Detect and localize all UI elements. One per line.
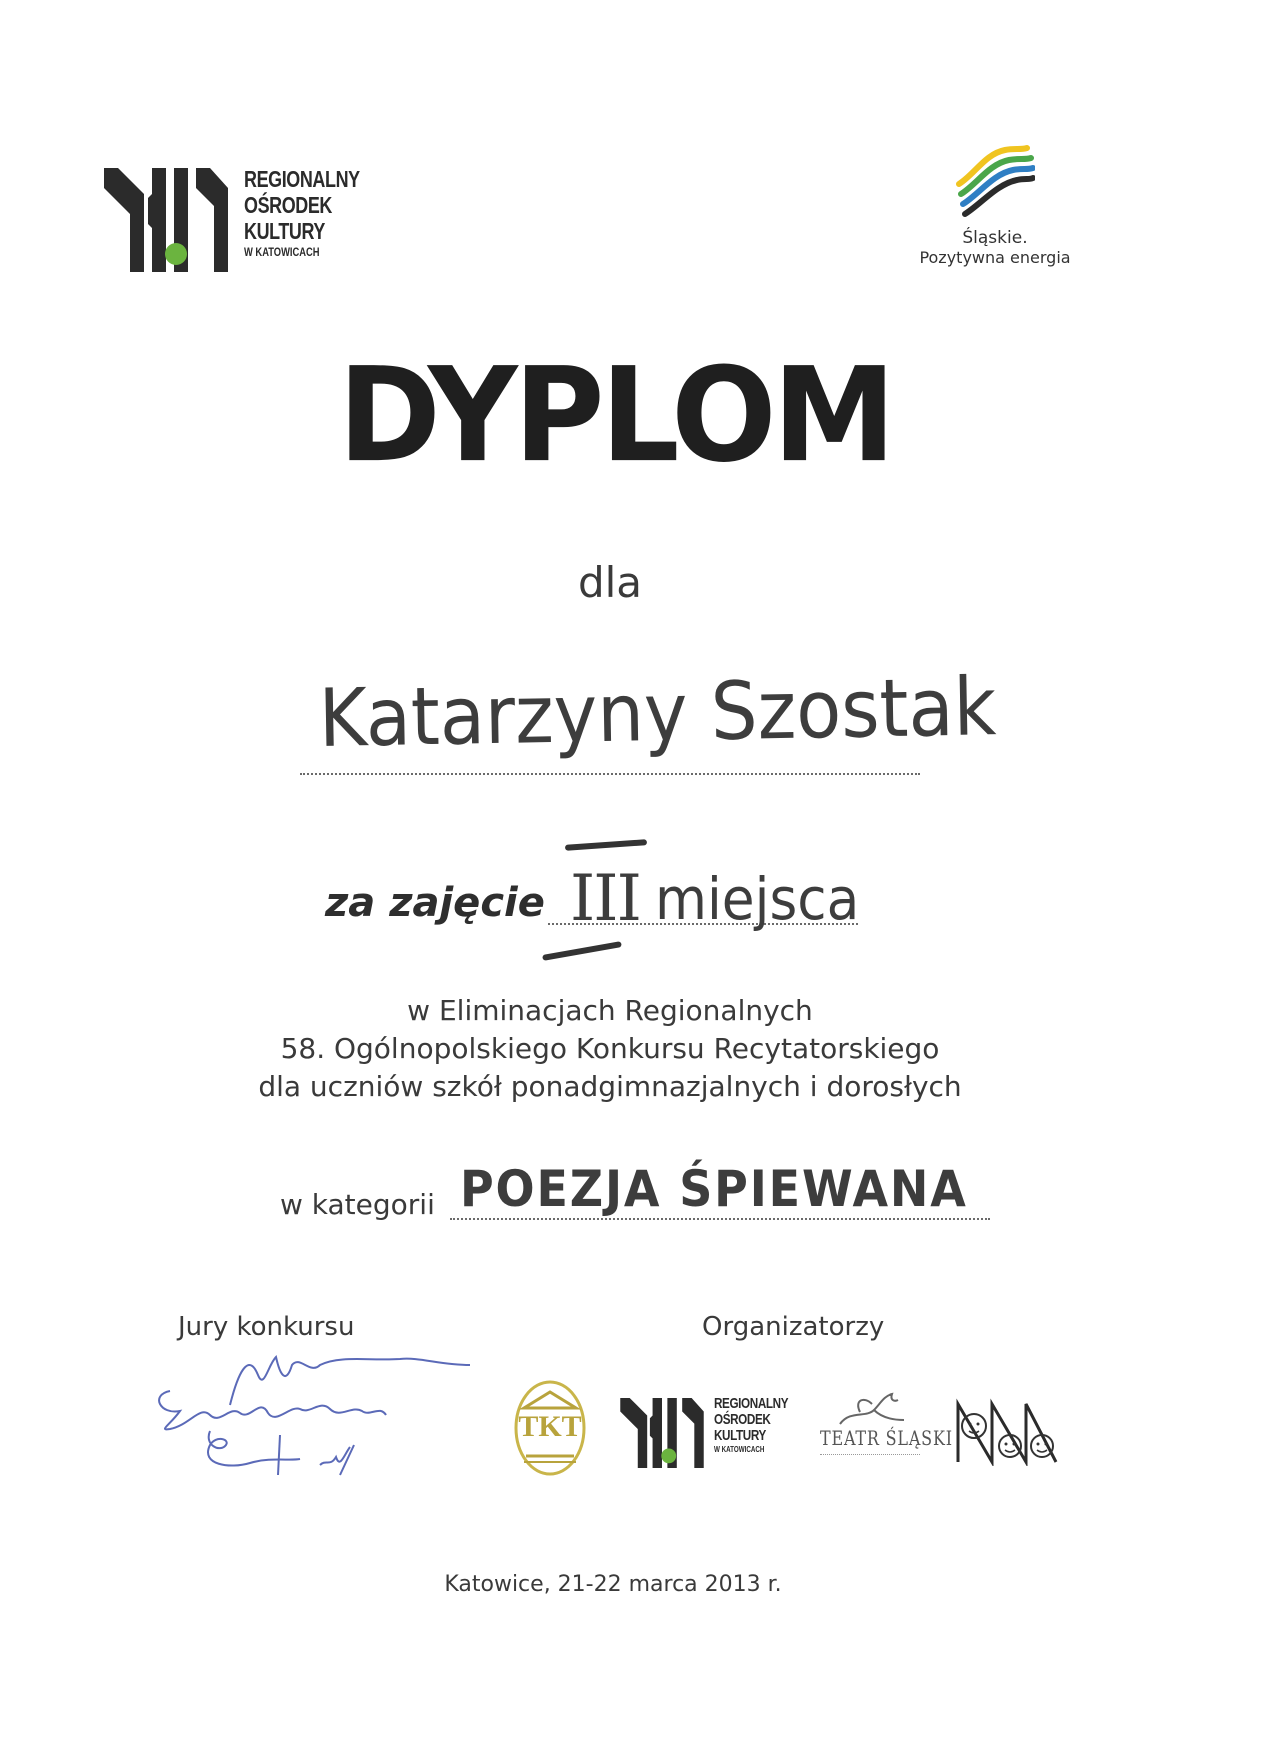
tkt-text: TKT: [518, 1410, 582, 1443]
rok-small-line2: OŚRODEK: [714, 1411, 771, 1428]
rok-line1: REGIONALNY: [244, 166, 360, 192]
jury-label: Jury konkursu: [178, 1312, 355, 1342]
for-label: dla: [577, 558, 643, 607]
diploma-title: DYPLOM: [338, 340, 892, 492]
teatr-text: TEATR ŚLĄSKI: [820, 1426, 953, 1450]
place-value: III: [570, 862, 640, 936]
place-stroke-top: [565, 839, 647, 851]
rok-small-logo: [620, 1396, 820, 1468]
rok-line3: KULTURY: [244, 218, 325, 244]
kids-faces-logo-icon: [952, 1396, 1062, 1466]
rok-small-line4: W KATOWICACH: [714, 1445, 765, 1454]
competition-line-3: dla uczniów szkół ponadgimnazjalnych i dorosłych: [258, 1070, 962, 1103]
place-prefix: za zajęcie: [325, 880, 545, 926]
organizers-label: Organizatorzy: [702, 1312, 885, 1342]
category-dotted-line: [450, 1218, 990, 1220]
teatr-subline: [820, 1454, 920, 1458]
category-label: w kategorii: [280, 1188, 435, 1221]
rok-small-text: [714, 1396, 788, 1455]
rok-line4: W KATOWICACH: [244, 245, 320, 259]
category-value: POEZJA ŚPIEWANA: [460, 1160, 968, 1218]
competition-line-2: 58. Ogólnopolskiego Konkursu Recytatorskiego: [280, 1032, 940, 1065]
teatr-slaski-logo: [820, 1390, 953, 1470]
place-suffix: miejsca: [655, 865, 860, 933]
rok-mark-icon: [104, 168, 228, 272]
slaskie-name: Śląskie.: [962, 228, 1028, 248]
slaskie-waves-icon: [955, 144, 1035, 220]
recipient-name: Katarzyny Szostak: [318, 660, 997, 765]
rok-small-line1: REGIONALNY: [714, 1395, 789, 1412]
slaskie-logo: [910, 144, 1080, 274]
tkt-logo: [512, 1378, 588, 1478]
rok-small-line3: KULTURY: [714, 1427, 766, 1444]
rok-logo: [104, 164, 384, 276]
rok-text: [244, 166, 360, 260]
competition-line-1: w Eliminacjach Regionalnych: [407, 994, 813, 1027]
pegasus-icon: [820, 1390, 920, 1430]
jury-signatures: [140, 1335, 510, 1495]
rok-line2: OŚRODEK: [244, 192, 332, 218]
rok-small-mark-icon: [620, 1398, 704, 1468]
recipient-dotted-line: [300, 773, 920, 775]
place-stroke-bottom: [542, 941, 622, 961]
slaskie-tagline: Pozytywna energia: [919, 248, 1071, 267]
place-date: Katowice, 21-22 marca 2013 r.: [444, 1572, 782, 1597]
